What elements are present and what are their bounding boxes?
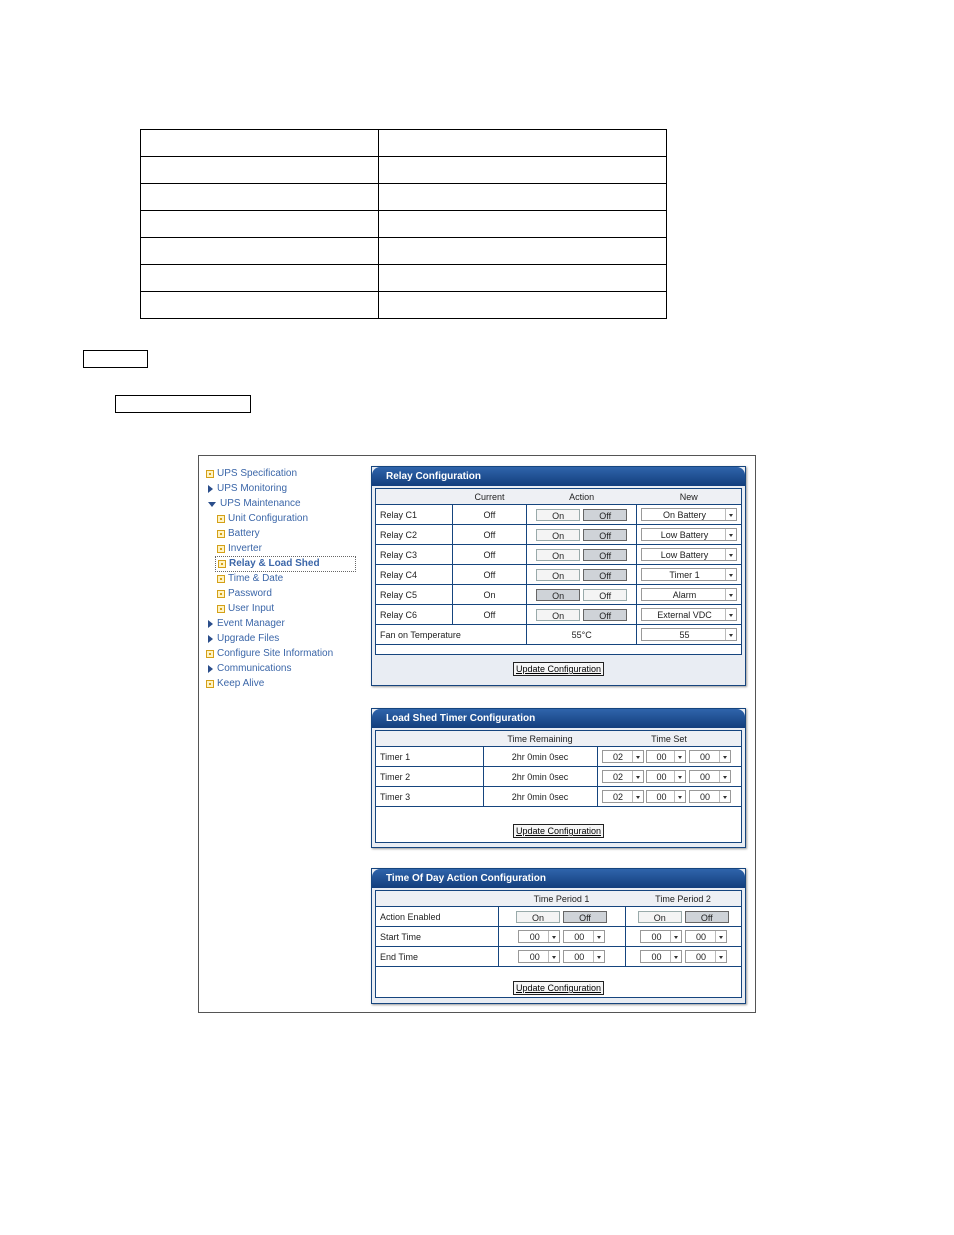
relay-row: Relay C4 Off On Off Timer 1 [376, 565, 741, 585]
nav-ups-maintenance[interactable]: UPS Maintenance [206, 497, 301, 511]
col-time-remaining: Time Remaining [483, 731, 597, 747]
dropdown-arrow-icon [719, 791, 730, 802]
start-time-row: Start Time 00 00 00 00 [376, 927, 741, 947]
dropdown-arrow-icon [632, 771, 643, 782]
timer-row: Timer 2 2hr 0min 0sec 02 00 00 [376, 767, 741, 787]
load-shed-panel [371, 708, 746, 848]
dropdown-arrow-icon [674, 791, 685, 802]
collapsed-arrow-icon [208, 665, 213, 673]
minute-select[interactable]: 00 [563, 950, 605, 963]
second-select[interactable]: 00 [689, 770, 731, 783]
page-icon [217, 575, 225, 583]
timer-row: Timer 1 2hr 0min 0sec 02 00 00 [376, 747, 741, 767]
minute-select[interactable]: 00 [646, 750, 686, 763]
page-icon [218, 560, 226, 568]
dropdown-arrow-icon [715, 931, 726, 942]
hour-select[interactable]: 00 [640, 930, 682, 943]
update-configuration-button[interactable]: Update Configuration [513, 981, 604, 995]
on-button[interactable]: On [516, 911, 560, 923]
dropdown-arrow-icon [719, 771, 730, 782]
update-configuration-button[interactable]: Update Configuration [513, 662, 604, 676]
nav-upgrade-files[interactable]: Upgrade Files [206, 632, 279, 646]
expanded-arrow-icon [208, 502, 216, 507]
relay-row: Relay C5 On On Off Alarm [376, 585, 741, 605]
collapsed-arrow-icon [208, 620, 213, 628]
collapsed-arrow-icon [208, 485, 213, 493]
dropdown-arrow-icon [725, 609, 736, 620]
relay-table-area [375, 488, 742, 674]
panel-title: Load Shed Timer Configuration [372, 709, 745, 728]
hour-select[interactable]: 02 [602, 770, 644, 783]
dropdown-arrow-icon [632, 751, 643, 762]
dropdown-arrow-icon [593, 931, 604, 942]
page-icon [217, 605, 225, 613]
relay-mode-select[interactable]: Low Battery [641, 528, 737, 541]
nav-inverter[interactable]: Inverter [217, 542, 262, 556]
page-icon [217, 545, 225, 553]
relay-row: Relay C6 Off On Off External VDC [376, 605, 741, 625]
col-action: Action [527, 489, 637, 505]
relay-row: Relay C1 Off On Off On Battery [376, 505, 741, 525]
minute-select[interactable]: 00 [563, 930, 605, 943]
nav-keep-alive[interactable]: Keep Alive [206, 677, 264, 691]
nav-time-date[interactable]: Time & Date [217, 572, 283, 586]
dropdown-arrow-icon [715, 951, 726, 962]
end-time-row: End Time 00 00 00 00 [376, 947, 741, 967]
off-button[interactable]: Off [583, 609, 627, 621]
off-button[interactable]: Off [583, 549, 627, 561]
hour-select[interactable]: 02 [602, 790, 644, 803]
hour-select[interactable]: 00 [518, 930, 560, 943]
nav-event-manager[interactable]: Event Manager [206, 617, 285, 631]
dropdown-arrow-icon [725, 629, 736, 640]
dropdown-arrow-icon [670, 931, 681, 942]
on-button[interactable]: On [536, 529, 580, 541]
minute-select[interactable]: 00 [646, 790, 686, 803]
dropdown-arrow-icon [632, 791, 643, 802]
relay-mode-select[interactable]: On Battery [641, 508, 737, 521]
col-time-period-2: Time Period 2 [625, 891, 741, 907]
page-icon [206, 470, 214, 478]
dropdown-arrow-icon [674, 771, 685, 782]
nav-battery[interactable]: Battery [217, 527, 260, 541]
on-button[interactable]: On [536, 589, 580, 601]
dropdown-arrow-icon [719, 751, 730, 762]
col-time-set: Time Set [597, 731, 741, 747]
page-icon [206, 680, 214, 688]
relay-row: Relay C2 Off On Off Low Battery [376, 525, 741, 545]
minute-select[interactable]: 00 [685, 930, 727, 943]
update-configuration-button[interactable]: Update Configuration [513, 824, 604, 838]
off-button[interactable]: Off [583, 569, 627, 581]
second-select[interactable]: 00 [689, 790, 731, 803]
off-button[interactable]: Off [685, 911, 729, 923]
relay-mode-select[interactable]: Alarm [641, 588, 737, 601]
off-button[interactable]: Off [583, 529, 627, 541]
relay-mode-select[interactable]: Timer 1 [641, 568, 737, 581]
dropdown-arrow-icon [725, 509, 736, 520]
col-new: New [637, 489, 742, 505]
off-button[interactable]: Off [583, 509, 627, 521]
dropdown-arrow-icon [548, 951, 559, 962]
fan-temp-select[interactable]: 55 [641, 628, 737, 641]
on-button[interactable]: On [638, 911, 682, 923]
on-button[interactable]: On [536, 549, 580, 561]
page-icon [217, 590, 225, 598]
relay-mode-select[interactable]: External VDC [641, 608, 737, 621]
blank-table [140, 129, 667, 319]
panel-title: Time Of Day Action Configuration [372, 869, 745, 888]
timer-row: Timer 3 2hr 0min 0sec 02 00 00 [376, 787, 741, 807]
second-select[interactable]: 00 [689, 750, 731, 763]
collapsed-arrow-icon [208, 635, 213, 643]
nav-password[interactable]: Password [217, 587, 272, 601]
fan-row: Fan on Temperature 55°C 55 [376, 625, 741, 645]
on-button[interactable]: On [536, 509, 580, 521]
dropdown-arrow-icon [670, 951, 681, 962]
nav-ups-specification[interactable]: UPS Specification [206, 467, 297, 481]
minute-select[interactable]: 00 [685, 950, 727, 963]
time-of-day-panel [371, 868, 746, 1004]
hour-select[interactable]: 00 [640, 950, 682, 963]
blank-box-1 [83, 350, 148, 368]
nav-ups-monitoring[interactable]: UPS Monitoring [206, 482, 287, 496]
relay-config-panel [371, 466, 746, 686]
off-button[interactable]: Off [563, 911, 607, 923]
hour-select[interactable]: 00 [518, 950, 560, 963]
relay-table [376, 489, 741, 645]
page-icon [217, 530, 225, 538]
load-shed-table-area [375, 730, 742, 843]
blank-box-2 [115, 395, 251, 413]
off-button[interactable]: Off [583, 589, 627, 601]
load-shed-table [376, 731, 741, 807]
on-button[interactable]: On [536, 569, 580, 581]
dropdown-arrow-icon [725, 569, 736, 580]
nav-unit-configuration[interactable]: Unit Configuration [217, 512, 308, 526]
dropdown-arrow-icon [725, 529, 736, 540]
panel-title: Relay Configuration [372, 467, 745, 486]
page-icon [217, 515, 225, 523]
minute-select[interactable]: 00 [646, 770, 686, 783]
dropdown-arrow-icon [593, 951, 604, 962]
time-of-day-table-area [375, 890, 742, 998]
action-enabled-row: Action Enabled On Off On Off [376, 907, 741, 927]
nav-configure-site-information[interactable]: Configure Site Information [206, 647, 333, 661]
dropdown-arrow-icon [674, 751, 685, 762]
page-icon [206, 650, 214, 658]
nav-relay-load-shed[interactable]: Relay & Load Shed [215, 556, 356, 572]
col-time-period-1: Time Period 1 [498, 891, 625, 907]
col-current: Current [452, 489, 527, 505]
on-button[interactable]: On [536, 609, 580, 621]
nav-user-input[interactable]: User Input [217, 602, 274, 616]
dropdown-arrow-icon [725, 549, 736, 560]
time-of-day-table [376, 891, 741, 967]
nav-communications[interactable]: Communications [206, 662, 291, 676]
dropdown-arrow-icon [725, 589, 736, 600]
relay-row: Relay C3 Off On Off Low Battery [376, 545, 741, 565]
dropdown-arrow-icon [548, 931, 559, 942]
hour-select[interactable]: 02 [602, 750, 644, 763]
relay-mode-select[interactable]: Low Battery [641, 548, 737, 561]
